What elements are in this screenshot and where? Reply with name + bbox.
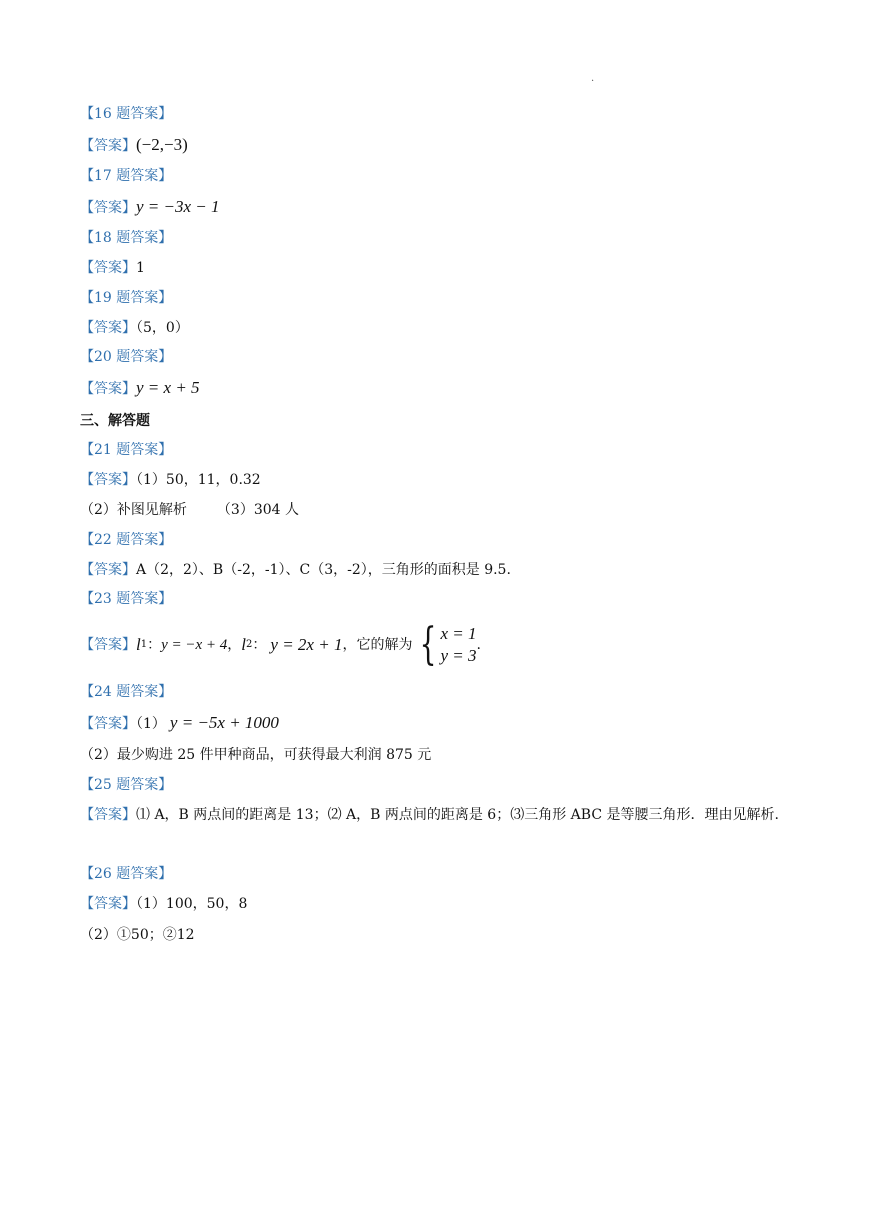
colon: ： — [252, 637, 267, 653]
q23-answer — [80, 620, 481, 670]
q23-solution-text: ，它的解为 — [342, 637, 413, 653]
colon: ： — [147, 637, 162, 653]
system-row-y: y = 3 — [440, 646, 477, 665]
q21-answer-part2: （2）补图见解析 — [80, 502, 187, 518]
q24-heading: 【24 题答案】 — [80, 684, 173, 700]
q23-heading: 【23 题答案】 — [80, 591, 173, 607]
q21-answer-part3: （3）304 人 — [216, 502, 300, 518]
q24-answer-prefix: （1） — [136, 716, 166, 732]
q24-answer-equation: y = −5x + 1000 — [169, 713, 279, 732]
q16-answer-value: (−2,−3) — [136, 135, 188, 154]
q24-answer-line2: （2）最少购进 25 件甲种商品，可获得最大利润 875 元 — [80, 747, 432, 763]
q26-answer-part1: （1）100，50，8 — [136, 896, 248, 912]
q22-answer-value: A（2，2）、B（-2，-1）、C（3，-2），三角形的面积是 9.5. — [136, 562, 511, 578]
q18-answer — [80, 258, 145, 278]
q16-answer — [80, 135, 188, 156]
q17-answer — [80, 197, 220, 218]
line-l2: l — [241, 635, 247, 654]
q22-heading: 【22 题答案】 — [80, 532, 173, 548]
q16-heading: 【16 题答案】 — [80, 106, 173, 122]
q25-answer-value: ⑴ A，B 两点间的距离是 13；⑵ A，B 两点间的距离是 6；⑶三角形 ABC 是等腰三角形．理由见解析. — [136, 807, 779, 823]
answer-label: 【答案】 — [80, 807, 136, 823]
q18-heading: 【18 题答案】 — [80, 230, 173, 246]
q20-answer-value: y = x + 5 — [136, 378, 200, 397]
q21-heading: 【21 题答案】 — [80, 442, 173, 458]
q26-answer-line2: （2）①50；②12 — [80, 927, 195, 943]
period: . — [476, 637, 481, 653]
q21-answer-part1: （1）50，11，0.32 — [136, 472, 261, 488]
answer-label: 【答案】 — [80, 320, 136, 336]
q25-heading: 【25 题答案】 — [80, 777, 173, 793]
line-l2-subscript: 2 — [246, 639, 253, 650]
q19-answer — [80, 318, 189, 338]
answer-label: 【答案】 — [80, 896, 136, 912]
line-l1-equation: y = −x + 4 — [161, 637, 228, 653]
q18-answer-value: 1 — [136, 260, 145, 276]
q26-answer — [80, 894, 247, 914]
answer-label: 【答案】 — [80, 472, 136, 488]
q21-answer — [80, 470, 261, 490]
comma: ， — [227, 637, 242, 653]
answer-label: 【答案】 — [80, 637, 136, 653]
q19-answer-value: （5，0） — [136, 320, 189, 336]
answer-label: 【答案】 — [80, 716, 136, 732]
answer-label: 【答案】 — [80, 562, 136, 578]
q17-heading: 【17 题答案】 — [80, 168, 173, 184]
q17-answer-value: y = −3x − 1 — [136, 197, 220, 216]
line-l1: l — [136, 635, 141, 654]
line-l2-equation: y = 2x + 1 — [270, 635, 343, 654]
q24-answer — [80, 713, 279, 734]
q19-heading: 【19 题答案】 — [80, 290, 173, 306]
answer-label: 【答案】 — [80, 200, 136, 216]
q20-heading: 【20 题答案】 — [80, 349, 173, 365]
left-brace-icon: { — [420, 619, 437, 670]
line-l1-subscript: 1 — [140, 639, 148, 650]
answer-label: 【答案】 — [80, 138, 136, 154]
q25-answer — [80, 801, 790, 829]
section-title: 三、解答题 — [80, 413, 150, 429]
answer-label: 【答案】 — [80, 381, 136, 397]
answer-label: 【答案】 — [80, 260, 136, 276]
q20-answer — [80, 378, 200, 399]
q22-answer — [80, 560, 511, 580]
equation-system — [414, 619, 477, 670]
page-dot-mark: . — [591, 73, 595, 84]
system-row-x: x = 1 — [440, 624, 477, 643]
q21-answer-line2 — [80, 500, 299, 520]
q26-heading: 【26 题答案】 — [80, 866, 173, 882]
